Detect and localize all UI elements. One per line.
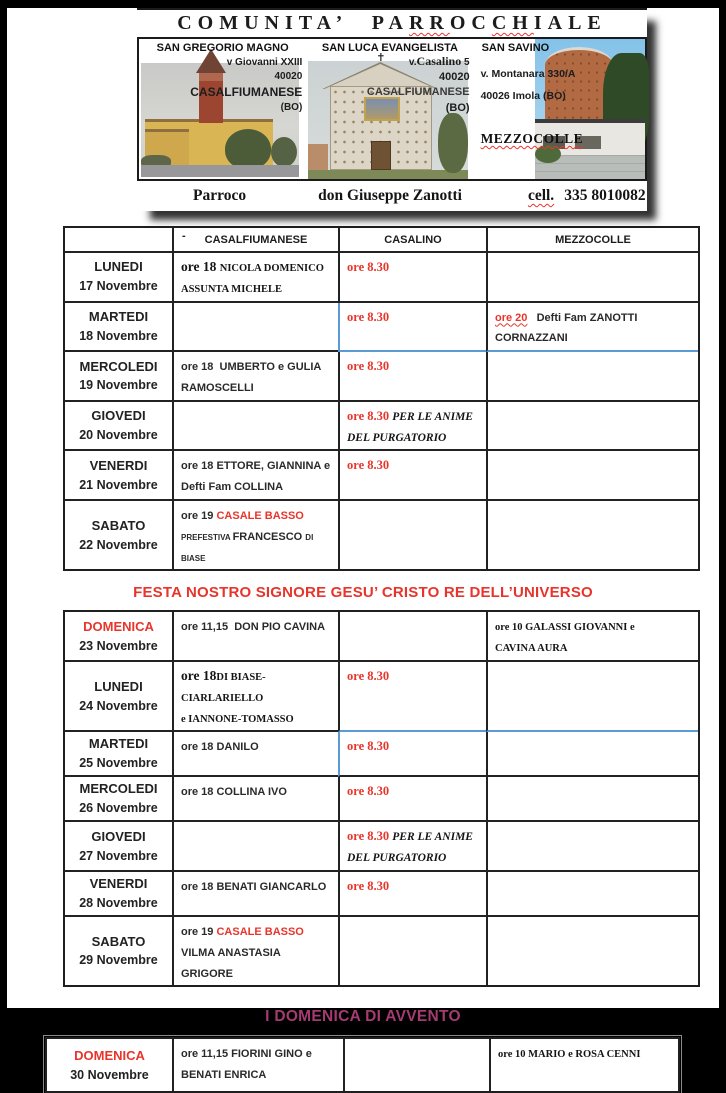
day-cell (65, 303, 172, 353)
cell-casalino (338, 872, 486, 917)
cell-casalfiumanese (172, 501, 338, 569)
title-segment: IALE (533, 12, 607, 34)
text-segment: ore 8.30 (347, 359, 390, 374)
cell-line (181, 1043, 337, 1064)
text-segment: ore 8.30 (347, 408, 393, 423)
church-address: v Giovanni XXIII 40020 CASALFIUMANESE (BO) (190, 57, 303, 113)
text-segment: CAVINA AURA (495, 643, 568, 655)
cell-line (181, 942, 332, 984)
church-san-savino (474, 39, 645, 179)
cell-line (181, 257, 332, 299)
parroco-phone: 335 8010082 (564, 187, 646, 204)
cell-line (498, 1043, 672, 1064)
cell-casalino (338, 303, 486, 353)
cell-casalino (338, 662, 486, 732)
cell-line (347, 257, 480, 278)
cell-casalino (338, 732, 486, 777)
cell-casalino (343, 1039, 489, 1091)
text-segment: ore 11,15 DON PIO CAVINA (181, 621, 326, 634)
day-label: LUNEDI (94, 678, 143, 694)
table-row (65, 732, 698, 777)
table-row (65, 352, 698, 402)
text-segment: CASALE BASSO (216, 509, 304, 522)
day-cell (65, 662, 172, 732)
cell-mezzocolle (486, 501, 698, 569)
text-segment: Defti Fam ZANOTTI CORNAZZANI (495, 311, 641, 345)
cell-line (495, 637, 692, 658)
church-san-luca (306, 39, 473, 179)
cell-casalfiumanese (172, 1039, 343, 1091)
text-segment: ore 8.30 (347, 458, 390, 473)
church-name: SAN LUCA EVANGELISTA (321, 42, 458, 54)
text-segment: CASALE BASSO (216, 925, 304, 938)
text-segment: ore 19 (181, 509, 217, 522)
text-segment: ore 11,15 FIORINI GINO e (181, 1048, 312, 1061)
table-row (47, 1039, 678, 1091)
cell-casalfiumanese (172, 451, 338, 501)
cell-line (181, 356, 332, 398)
mezzocolle-label: MEZZOCOLLE (480, 131, 584, 146)
cell-line (181, 505, 332, 526)
day-cell (65, 917, 172, 985)
table-row (65, 451, 698, 501)
cell-line (181, 1064, 337, 1085)
cell-label: cell. (527, 187, 555, 204)
header-box (137, 8, 647, 211)
day-cell (65, 777, 172, 822)
cell-mezzocolle (486, 451, 698, 501)
cell-mezzocolle (486, 872, 698, 917)
title-segment: CH (491, 12, 534, 34)
day-label: GIOVEDI (91, 828, 146, 844)
page-title (137, 10, 647, 37)
cell-line (181, 736, 332, 757)
table-row (65, 917, 698, 985)
date-label: 28 Novembre (79, 895, 158, 910)
table-row (65, 777, 698, 822)
date-label: 25 Novembre (79, 756, 158, 771)
text-segment: ore 18 ETTORE, GIANNINA e Defti Fam COLLINA (181, 460, 334, 494)
header-casalfiumanese: - CASALFIUMANESE (172, 228, 338, 253)
cell-casalfiumanese (172, 253, 338, 303)
day-label: VENERDI (89, 457, 148, 473)
table-row (65, 501, 698, 569)
cell-casalfiumanese (172, 872, 338, 917)
cell-casalino (338, 352, 486, 402)
parroco-name: don Giuseppe Zanotti (318, 187, 462, 204)
day-label: GIOVEDI (91, 408, 146, 424)
cell-line (181, 526, 332, 568)
cell-casalfiumanese (172, 662, 338, 732)
page (7, 8, 719, 1082)
day-cell (47, 1039, 172, 1091)
cell-mezzocolle (486, 822, 698, 872)
title-segment: RR (408, 12, 450, 34)
day-label: LUNEDI (94, 259, 143, 275)
date-label: 21 Novembre (79, 477, 158, 492)
title-segment: OC (449, 12, 492, 34)
text-segment: PER LE ANIME DEL PURGATORIO (347, 831, 476, 865)
text-segment: ore 18 COLLINA IVO (181, 786, 287, 799)
table-header-row (65, 228, 698, 253)
cell-mezzocolle (486, 352, 698, 402)
text-segment: ore 18 (181, 667, 217, 683)
day-cell (65, 451, 172, 501)
day-cell (65, 732, 172, 777)
day-cell (65, 872, 172, 917)
cell-casalino (338, 822, 486, 872)
church-address: v.Casalino 5 40020 CASALFIUMANESE (BO) (366, 54, 470, 114)
parroco-line (137, 181, 647, 211)
cell-casalfiumanese (172, 822, 338, 872)
text-segment: ore 19 (181, 925, 217, 938)
date-label: 29 Novembre (79, 953, 158, 968)
cell-casalfiumanese (172, 303, 338, 353)
text-segment: PREFESTIVA (181, 532, 233, 542)
date-label: 27 Novembre (79, 848, 158, 863)
cell-mezzocolle (486, 732, 698, 777)
text-segment: ore 8.30 (347, 878, 390, 893)
date-label: 20 Novembre (79, 427, 158, 442)
cell-line (347, 406, 480, 448)
day-label: MARTEDI (88, 736, 149, 752)
cell-casalino (338, 612, 486, 662)
cell-casalfiumanese (172, 352, 338, 402)
text-segment: ore 20 (495, 311, 528, 324)
day-cell (65, 822, 172, 872)
cell-line (347, 666, 480, 687)
cell-mezzocolle (486, 612, 698, 662)
cell-line (181, 616, 332, 637)
text-segment: PER LE ANIME DEL PURGATORIO (347, 410, 476, 444)
table-row (65, 872, 698, 917)
text-segment: DI BIASE-CIARLARIELLO (181, 671, 266, 704)
cell-mezzocolle (486, 303, 698, 353)
date-label: 26 Novembre (79, 801, 158, 816)
day-label: MARTEDI (88, 308, 149, 324)
text-segment: DI BIASE (181, 532, 316, 563)
day-label: DOMENICA (74, 1047, 145, 1063)
cell-casalino (338, 451, 486, 501)
cell-mezzocolle (486, 402, 698, 452)
text-segment: ore 8.30 (347, 739, 390, 754)
text-segment: FRANCESCO (232, 530, 306, 543)
day-label: VENERDI (89, 875, 148, 891)
text-segment: ore 18 BENATI GIANCARLO (181, 880, 327, 893)
table-row (65, 822, 698, 872)
cell-line (181, 666, 332, 708)
cell-line (347, 455, 480, 476)
header-empty-cell (65, 228, 172, 253)
text-segment: ore 10 MARIO e ROSA CENNI (498, 1049, 641, 1061)
date-label: 17 Novembre (79, 279, 158, 294)
text-segment: ore 18 DANILO (181, 741, 259, 754)
text-segment: ore 8.30 (347, 829, 393, 844)
schedule-table-week2 (63, 610, 700, 987)
cell-line (347, 876, 480, 897)
day-label: DOMENICA (83, 618, 154, 634)
cross-icon: ✝ (376, 52, 386, 64)
dash-mark: - (182, 230, 186, 242)
day-label: MERCOLEDI (79, 781, 158, 797)
day-cell (65, 352, 172, 402)
table-row (65, 612, 698, 662)
schedule-table-week1 (63, 226, 700, 571)
day-label: SABATO (91, 517, 146, 533)
day-cell (65, 402, 172, 452)
churches-panel (137, 37, 647, 181)
church-san-gregorio (139, 39, 306, 179)
header-mezzocolle: MEZZOCOLLE (486, 228, 698, 253)
date-label: 30 Novembre (70, 1067, 149, 1082)
cell-mezzocolle (486, 662, 698, 732)
cell-line (347, 781, 480, 802)
cell-casalfiumanese (172, 612, 338, 662)
cell-mezzocolle (486, 253, 698, 303)
schedule-table-avvento (45, 1037, 680, 1093)
text-segment: e IANNONE-TOMASSO (181, 713, 294, 725)
day-cell (65, 253, 172, 303)
text-segment: BENATI ENRICA (181, 1069, 267, 1082)
text-segment: ore 18 (181, 259, 220, 274)
cell-casalfiumanese (172, 402, 338, 452)
cell-line (347, 307, 480, 328)
cell-line (181, 781, 332, 802)
cell-line (347, 826, 480, 868)
church-name: SAN GREGORIO MAGNO (156, 42, 289, 54)
table-row (65, 303, 698, 353)
cell-casalino (338, 917, 486, 985)
day-label: MERCOLEDI (79, 358, 158, 374)
church-address: v. Montanara 330/A 40026 Imola (BO) (480, 68, 576, 103)
cell-line (495, 307, 692, 349)
header-casalino: CASALINO (338, 228, 486, 253)
cell-line (347, 736, 480, 757)
day-label: SABATO (91, 933, 146, 949)
cell-casalfiumanese (172, 777, 338, 822)
date-label: 24 Novembre (79, 698, 158, 713)
text-segment: ore 18 UMBERTO e GULIA RAMOSCELLI (181, 361, 325, 394)
cell-casalino (338, 253, 486, 303)
cell-line (181, 921, 332, 942)
cell-mezzocolle (486, 917, 698, 985)
cell-casalino (338, 777, 486, 822)
day-cell (65, 501, 172, 569)
table-row (65, 662, 698, 732)
date-label: 19 Novembre (79, 378, 158, 393)
title-segment: COMUNITA’ PA (177, 12, 409, 34)
date-label: 18 Novembre (79, 328, 158, 343)
cell-casalino (338, 501, 486, 569)
cell-line (181, 876, 332, 897)
date-label: 22 Novembre (79, 537, 158, 552)
cell-line (181, 455, 332, 497)
text-segment: NICOLA DOMENICO ASSUNTA MICHELE (181, 263, 326, 295)
text-segment: ore 8.30 (347, 309, 390, 324)
avvento-heading: I DOMENICA DI AVVENTO (265, 1008, 461, 1026)
cell-casalino (338, 402, 486, 452)
parroco-role: Parroco (193, 187, 247, 204)
text-segment: ore 10 GALASSI GIOVANNI e (495, 622, 635, 634)
cell-mezzocolle (489, 1039, 678, 1091)
date-label: 23 Novembre (79, 638, 158, 653)
text-segment: VILMA ANASTASIA GRIGORE (181, 946, 284, 980)
cell-casalfiumanese (172, 732, 338, 777)
cell-line (181, 708, 332, 729)
table-row (65, 402, 698, 452)
table-row (65, 253, 698, 303)
day-cell (65, 612, 172, 662)
cell-casalfiumanese (172, 917, 338, 985)
festa-heading: FESTA NOSTRO SIGNORE GESU’ CRISTO RE DELL’UNIVERSO (133, 584, 593, 602)
text-segment: ore 8.30 (347, 784, 390, 799)
cell-line (495, 616, 692, 637)
cell-mezzocolle (486, 777, 698, 822)
cell-line (347, 356, 480, 377)
text-segment: ore 8.30 (347, 260, 390, 274)
church-photo-san-savino (535, 39, 645, 179)
church-name: SAN SAVINO (481, 42, 550, 54)
text-segment: ore 8.30 (347, 668, 390, 683)
